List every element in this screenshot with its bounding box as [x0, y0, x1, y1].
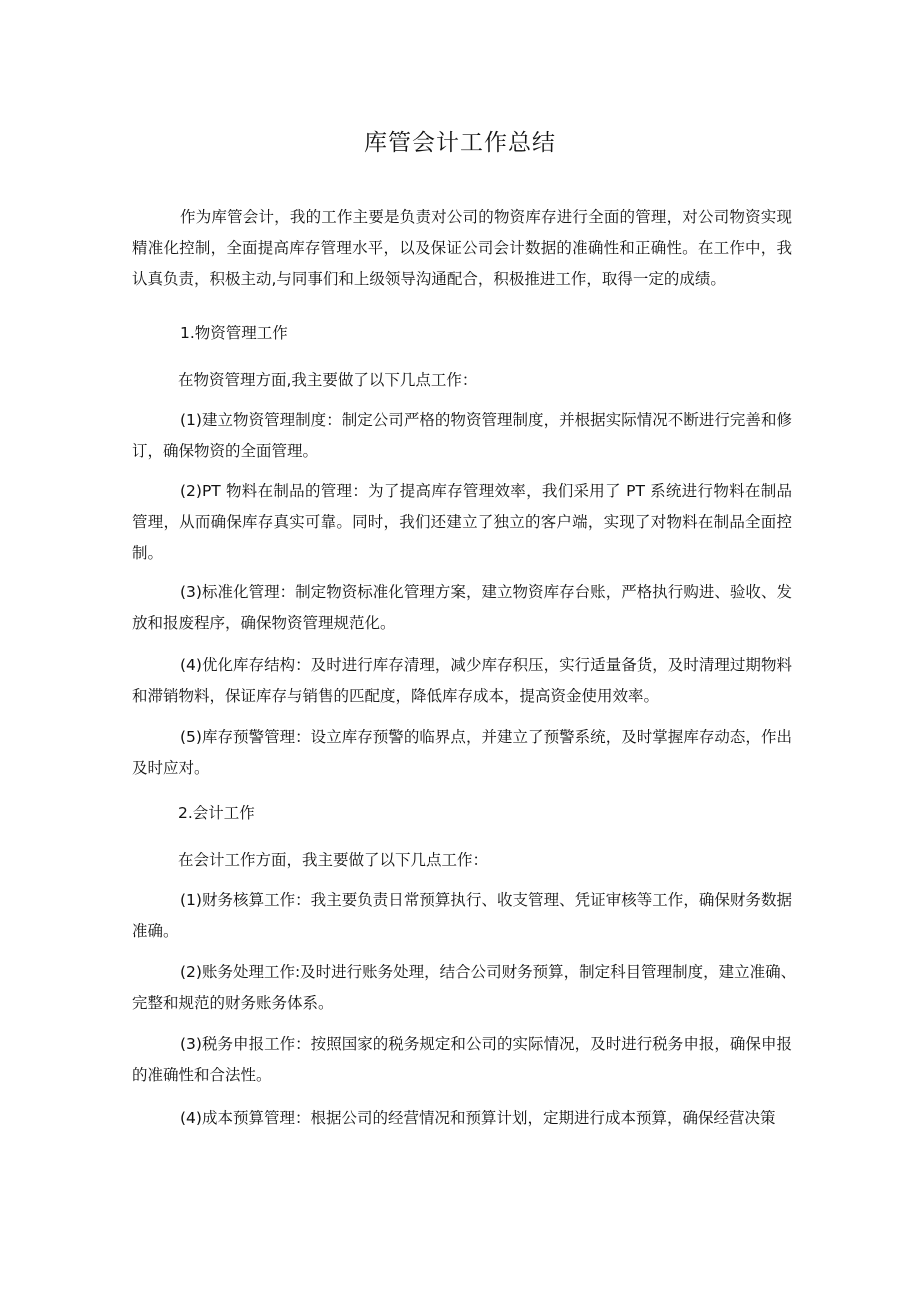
list-item-line: (1)财务核算工作：我主要负责日常预算执行、收支管理、凭证审核等工作，确保财务数据 [180, 891, 792, 909]
list-item-line: (4)成本预算管理：根据公司的经营情况和预算计划，定期进行成本预算，确保经营决策 [180, 1109, 776, 1127]
list-item [132, 1103, 792, 1134]
list-item-line: 完整和规范的财务账务体系。 [132, 994, 334, 1012]
list-item [132, 577, 792, 639]
section-heading: 2.会计工作 [178, 804, 255, 822]
intro-line: 认真负责，积极主动,与同事们和上级领导沟通配合，积极推进工作，取得一定的成绩。 [132, 270, 726, 288]
section-heading: 1.物资管理工作 [180, 324, 288, 342]
list-item-line: 管理，从而确保库存真实可靠。同时，我们还建立了独立的客户端，实现了对物料在制品全面控 [132, 513, 792, 531]
list-item-line: (1)建立物资管理制度：制定公司严格的物资管理制度，并根据实际情况不断进行完善和修 [180, 411, 792, 429]
section-lead: 在会计工作方面，我主要做了以下几点工作： [178, 851, 489, 869]
intro-paragraph [132, 202, 792, 295]
document-title: 库管会计工作总结 [364, 130, 556, 156]
list-item-line: 和滞销物料，保证库存与销售的匹配度，降低库存成本，提高资金使用效率。 [132, 687, 660, 705]
list-item [132, 885, 792, 947]
list-item-line: (2)账务处理工作:及时进行账务处理，结合公司财务预算，制定科目管理制度，建立准确、 [180, 963, 797, 981]
list-item-line: 制。 [132, 544, 164, 562]
list-item-line: 的准确性和合法性。 [132, 1066, 272, 1084]
list-item-line: (4)优化库存结构：及时进行库存清理，减少库存积压，实行适量备货，及时清理过期物料 [180, 656, 792, 674]
list-item-line: (3)税务申报工作：按照国家的税务规定和公司的实际情况，及时进行税务申报，确保申报 [180, 1035, 792, 1053]
list-item-line: (2)PT 物料在制品的管理：为了提高库存管理效率，我们采用了 PT 系统进行物料在制品 [180, 482, 792, 500]
section-lead: 在物资管理方面,我主要做了以下几点工作： [178, 371, 478, 389]
list-item-line: (3)标准化管理：制定物资标准化管理方案，建立物资库存台账，严格执行购进、验收、发 [180, 583, 792, 601]
intro-line: 精准化控制，全面提高库存管理水平，以及保证公司会计数据的准确性和正确性。在工作中，我 [132, 239, 792, 257]
list-item [132, 1029, 792, 1091]
list-item-line: (5)库存预警管理：设立库存预警的临界点，并建立了预警系统，及时掌握库存动态，作出 [180, 728, 792, 746]
list-item [132, 476, 792, 569]
intro-line: 作为库管会计，我的工作主要是负责对公司的物资库存进行全面的管理，对公司物资实现 [180, 208, 792, 226]
list-item [132, 957, 797, 1019]
list-item [132, 722, 792, 784]
list-item [132, 405, 792, 467]
list-item-line: 准确。 [132, 922, 179, 940]
list-item-line: 订，确保物资的全面管理。 [132, 442, 319, 460]
list-item-line: 及时应对。 [132, 759, 210, 777]
list-item-line: 放和报废程序，确保物资管理规范化。 [132, 614, 396, 632]
list-item [132, 650, 792, 712]
